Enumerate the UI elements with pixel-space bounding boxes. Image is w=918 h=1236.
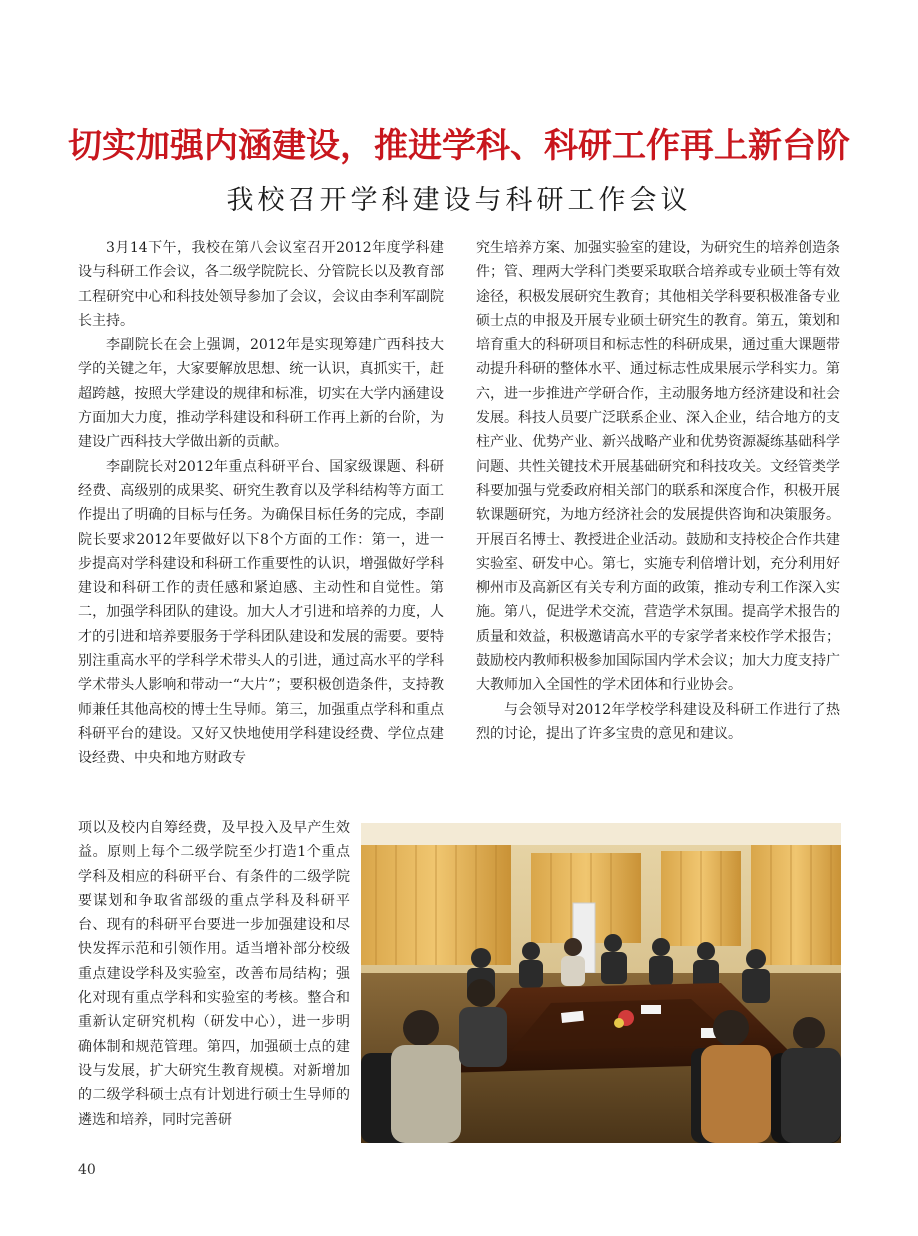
page-subtitle: 我校召开学科建设与科研工作会议 xyxy=(226,185,692,216)
paragraph: 与会领导对2012年学校学科建设及科研工作进行了热烈的讨论，提出了许多宝贵的意见和建议。 xyxy=(476,701,840,742)
paragraph: 李副院长在会上强调，2012年是实现筹建广西科技大学的关键之年，大家要解放思想、统一认识，真抓实干，赶超跨越，按照大学建设的规律和标准，切实在大学内涵建设方面加大力度，推动学科建设和科研工作再上新的台阶，为建设广西科技大学做出新的贡献。 xyxy=(78,337,444,451)
meeting-photo xyxy=(361,823,841,1143)
paragraph: 究生培养方案、加强实验室的建设，为研究生的培养创造条件；管、理两大学科门类要采取联合培养或专业硕士等有效途径，积极发展研究生教育；其他相关学科要积极准备专业硕士点的申报及开展专业硕士研究生的教育。第五，策划和培育重大的科研项目和标志性的科研成果，通过重大课题带动提升科研的整体水平、通过标志性成果展示学科实力。第六，进一步推进产学研合作，主动服务地方经济建设和社会发展。科技人员要广泛联系企业、深入企业，结合地方的支柱产业、优势产业、新兴战略产业和优势资源凝练基础科学问题、共性关键技术开展基础研究和科技攻关。文经管类学科要加强与党委政府相关部门的联系和深度合作，积极开展软课题研究，为地方经济社会的发展提供咨询和决策服务。开展百名博士、教授进企业活动。鼓励和支持校企合作共建实验室、研发中心。第七，实施专利倍增计划，充分利用好柳州市及高新区有关专利方面的政策，推动专利工作深入实施。第八，促进学术交流，营造学术氛围。提高学术报告的质量和效益，积极邀请高水平的专家学者来校作学术报告；鼓励校内教师积极参加国际国内学术会议；加大力度支持广大教师加入全国性的学术团体和行业协会。 xyxy=(476,240,840,694)
paragraph: 李副院长对2012年重点科研平台、国家级课题、科研经费、高级别的成果奖、研究生教育以及学科结构等方面工作提出了明确的目标与任务。为确保目标任务的完成，李副院长要求2012年要做好以下8个方面的工作：第一，进一步提高对学科建设和科研工作重要性的认识，增强做好学科建设和科研工作的责任感和紧迫感、主动性和自觉性。第二，加强学科团队的建设。加大人才引进和培养的力度，人才的引进和培养要服务于学科团队建设和发展的需要。要特别注重高水平的学科学术带头人的引进，通过高水平的学科学术带头人影响和带动一“大片”；要积极创造条件，支持教师兼任其他高校的博士生导师。第三，加强重点学科和重点科研平台的建设。又好又快地使用学科建设经费、学位点建设经费、中央和地方财政专 xyxy=(78,458,444,767)
page-number: 40 xyxy=(78,1162,96,1178)
article-column-right xyxy=(476,236,840,746)
paragraph: 项以及校内自筹经费，及早投入及早产生效益。原则上每个二级学院至少打造1个重点学科及相应的科研平台、有条件的二级学院要谋划和争取省部级的重点学科及科研平台、现有的科研平台要进一步加强建设和尽快发挥示范和引领作用。适当增补部分校级重点建设学科及实验室，改善布局结构；强化对现有重点学科和实验室的考核。整合和重新认定研究机构（研发中心），进一步明确体制和规范管理。第四，加强硕士点的建设与发展，扩大研究生教育规模。对新增加的二级学科硕士点有计划进行硕士生导师的遴选和培养，同时完善研 xyxy=(78,820,350,1128)
page-title: 切实加强内涵建设，推进学科、科研工作再上新台阶 xyxy=(68,126,850,166)
article-column-left-bottom xyxy=(78,816,350,1132)
article-column-left xyxy=(78,236,444,771)
paragraph: 3月14下午，我校在第八会议室召开2012年度学科建设与科研工作会议，各二级学院院长、分管院长以及教育部工程研究中心和科技处领导参加了会议，会议由李利军副院长主持。 xyxy=(78,240,444,329)
